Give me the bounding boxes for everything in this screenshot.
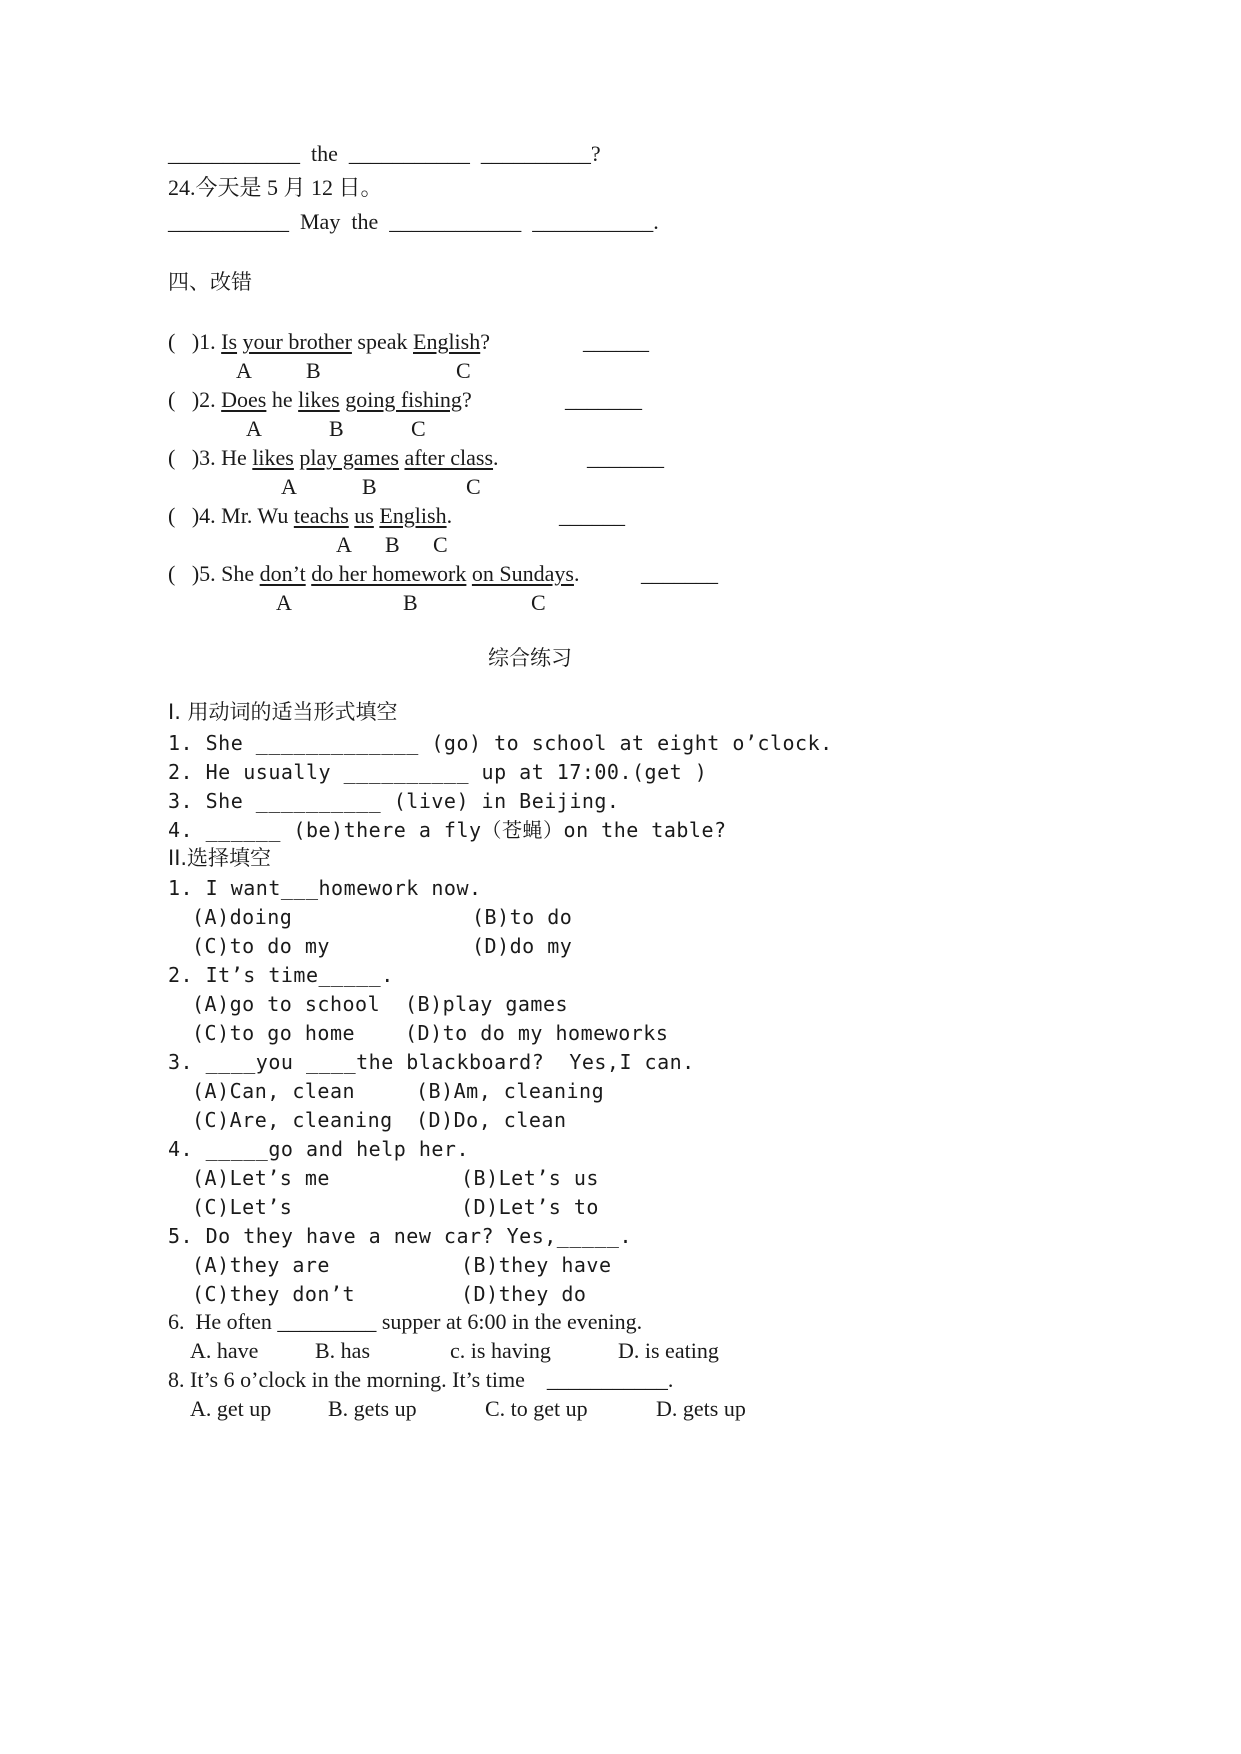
mc-option: A. get up bbox=[190, 1396, 272, 1421]
item-number: ( )2. bbox=[168, 387, 222, 412]
sentence-segment: She bbox=[221, 561, 255, 586]
mc-option: (A)they are bbox=[192, 1253, 330, 1277]
sentence-segment: speak bbox=[357, 329, 408, 354]
blank: ___________ bbox=[168, 209, 289, 234]
mc-option: (C)to do my bbox=[192, 934, 330, 958]
section-title-comprehensive: 综合练习 bbox=[488, 646, 572, 670]
word: the bbox=[311, 141, 338, 166]
mc-option: (D)to do my homeworks bbox=[405, 1021, 669, 1045]
mc-question: 3. ____you ____the blackboard? Yes,I can. bbox=[168, 1050, 695, 1074]
option-letter-a: A bbox=[281, 474, 297, 499]
mc-option: (B)Let’s us bbox=[461, 1166, 599, 1190]
mc-option: (D)Let’s to bbox=[461, 1195, 599, 1219]
option-letter-c: C bbox=[531, 590, 546, 615]
mc-option: c. is having bbox=[450, 1338, 551, 1363]
mc-option: (B)to do bbox=[472, 905, 573, 929]
correction-item bbox=[168, 328, 490, 356]
underlined-segment: do her homework bbox=[311, 561, 467, 586]
option-letter-c: C bbox=[411, 416, 426, 441]
option-letter-c: C bbox=[433, 532, 448, 557]
sentence-segment: He bbox=[221, 445, 247, 470]
fill-line-24 bbox=[168, 208, 659, 236]
option-letter-c: C bbox=[466, 474, 481, 499]
mc-option: B. gets up bbox=[328, 1396, 417, 1421]
word: the bbox=[351, 209, 379, 234]
underlined-segment: English bbox=[379, 503, 447, 528]
option-letter-b: B bbox=[385, 532, 400, 557]
underlined-segment: your brother bbox=[242, 329, 352, 354]
underlined-segment: going fishing bbox=[345, 387, 462, 412]
word: May bbox=[300, 209, 341, 234]
part1-title: I. 用动词的适当形式填空 bbox=[168, 700, 398, 724]
mc-option: (A)Let’s me bbox=[192, 1166, 330, 1190]
item-number: ( )3. bbox=[168, 445, 222, 470]
answer-blank: ______ bbox=[583, 329, 649, 354]
underlined-segment: on Sundays bbox=[471, 561, 574, 586]
part2-title: II.选择填空 bbox=[168, 846, 272, 870]
mc-option: (C)Let’s bbox=[192, 1195, 293, 1219]
underlined-segment: teachs bbox=[293, 503, 349, 528]
option-letter-a: A bbox=[246, 416, 262, 441]
sentence-segment: ? bbox=[480, 329, 490, 354]
mc-option: (A)go to school bbox=[192, 992, 381, 1016]
sentence-segment: Mr. Wu bbox=[221, 503, 289, 528]
option-letter-b: B bbox=[306, 358, 321, 383]
mc-option: (C)they don’t bbox=[192, 1282, 356, 1306]
question-text: 8. It’s 6 o’clock in the morning. It’s time bbox=[168, 1367, 525, 1392]
option-letter-b: B bbox=[362, 474, 377, 499]
mc-question: 5. Do they have a new car? Yes,_____. bbox=[168, 1224, 633, 1248]
fill-line-23 bbox=[168, 140, 601, 168]
underlined-segment: after class bbox=[404, 445, 494, 470]
mc-option: C. to get up bbox=[485, 1396, 588, 1421]
sentence-segment: ? bbox=[461, 387, 472, 412]
answer-blank: ______ bbox=[559, 503, 625, 528]
answer-blank: _______ bbox=[565, 387, 642, 412]
underlined-segment: likes bbox=[298, 387, 340, 412]
mc-option: (D)do my bbox=[472, 934, 573, 958]
mc-question: 6. He often _________ supper at 6:00 in the evening. bbox=[168, 1309, 643, 1334]
option-letter-a: A bbox=[236, 358, 252, 383]
blank: ___________. bbox=[532, 209, 659, 234]
part1-item: 3. She __________ (live) in Beijing. bbox=[168, 789, 620, 813]
mc-option: (D)they do bbox=[461, 1282, 587, 1306]
question-24-prompt: 24.今天是 5 月 12 日。 bbox=[168, 175, 383, 200]
underlined-segment: don’t bbox=[259, 561, 306, 586]
blank: ____________ bbox=[168, 141, 300, 166]
part1-item: 2. He usually __________ up at 17:00.(get ) bbox=[168, 760, 708, 784]
mc-question: 1. I want___homework now. bbox=[168, 876, 482, 900]
underlined-segment: English bbox=[413, 329, 481, 354]
option-letter-a: A bbox=[336, 532, 352, 557]
answer-blank: _______ bbox=[587, 445, 664, 470]
answer-blank: _______ bbox=[641, 561, 718, 586]
correction-item bbox=[168, 502, 452, 530]
correction-item bbox=[168, 560, 579, 588]
sentence-segment: . bbox=[493, 445, 499, 470]
mc-option: (D)Do, clean bbox=[416, 1108, 567, 1132]
option-letter-b: B bbox=[329, 416, 344, 441]
mc-option: A. have bbox=[190, 1338, 259, 1363]
blank: ____________ bbox=[389, 209, 522, 234]
option-letter-a: A bbox=[276, 590, 292, 615]
mc-question: 2. It’s time_____. bbox=[168, 963, 394, 987]
sentence-segment: . bbox=[446, 503, 453, 528]
option-letter-c: C bbox=[456, 358, 471, 383]
underlined-segment: play games bbox=[299, 445, 399, 470]
item-number: ( )1. bbox=[168, 329, 222, 354]
mc-option: (B)they have bbox=[461, 1253, 612, 1277]
correction-item bbox=[168, 386, 472, 414]
item-number: ( )4. bbox=[168, 503, 222, 528]
underlined-segment: likes bbox=[252, 445, 294, 470]
mc-option: (B)play games bbox=[405, 992, 569, 1016]
mc-option: (C)Are, cleaning bbox=[192, 1108, 393, 1132]
underlined-segment: us bbox=[354, 503, 374, 528]
underlined-segment: Is bbox=[221, 329, 238, 354]
underlined-segment: Does bbox=[221, 387, 267, 412]
mc-option: D. gets up bbox=[656, 1396, 746, 1421]
sentence-segment: he bbox=[271, 387, 293, 412]
item-number: ( )5. bbox=[168, 561, 222, 586]
mc-option: (C)to go home bbox=[192, 1021, 356, 1045]
mc-option: B. has bbox=[315, 1338, 370, 1363]
mc-option: (A)Can, clean bbox=[192, 1079, 356, 1103]
mc-option: D. is eating bbox=[618, 1338, 719, 1363]
mc-question: 4. _____go and help her. bbox=[168, 1137, 469, 1161]
sentence-segment: . bbox=[573, 561, 580, 586]
part1-item: 1. She _____________ (go) to school at eight o’clock. bbox=[168, 731, 833, 755]
mc-option: (B)Am, cleaning bbox=[416, 1079, 605, 1103]
mc-option: (A)doing bbox=[192, 905, 293, 929]
part1-item: 4. ______ (be)there a fly（苍蝇）on the table? bbox=[168, 818, 727, 842]
option-letter-b: B bbox=[403, 590, 418, 615]
blank: __________? bbox=[480, 141, 601, 166]
mc-question bbox=[168, 1366, 673, 1394]
correction-item bbox=[168, 444, 499, 472]
section-title-correction: 四、改错 bbox=[168, 270, 252, 294]
blank: ___________. bbox=[546, 1367, 674, 1392]
blank: ___________ bbox=[348, 141, 470, 166]
